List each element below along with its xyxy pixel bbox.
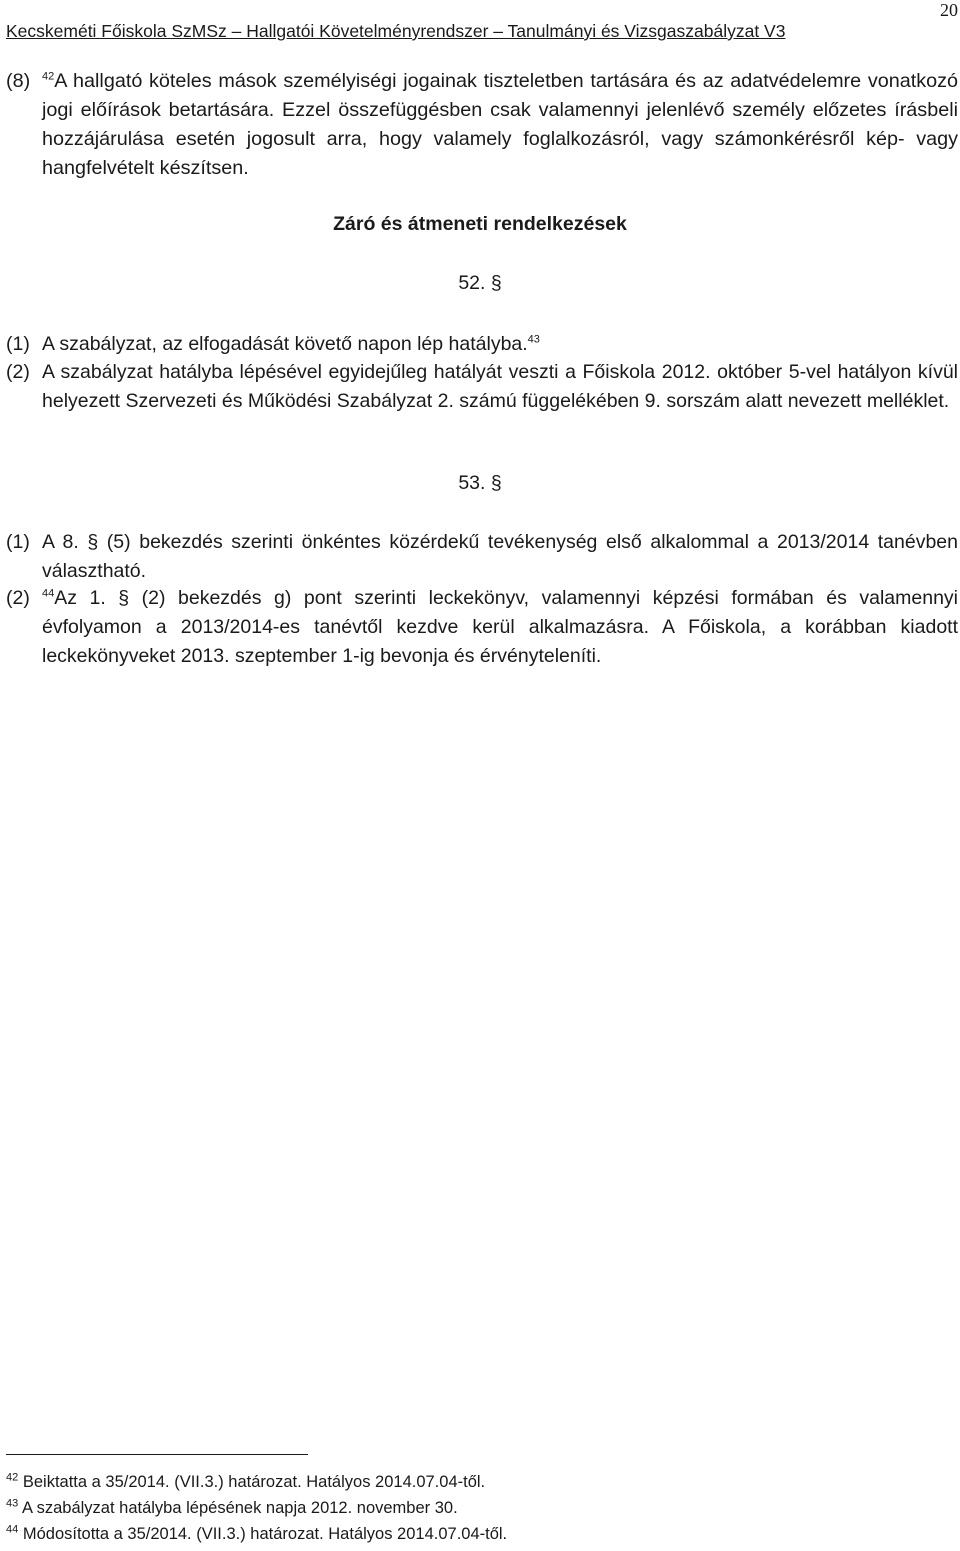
item-number: (2) xyxy=(6,361,30,383)
s52-item-1 xyxy=(6,330,958,359)
footnote-text: Beiktatta a 35/2014. (VII.3.) határozat. Hatályos 2014.07.04-től. xyxy=(22,1473,486,1491)
item-body xyxy=(6,584,958,671)
footnote-separator xyxy=(6,1454,308,1455)
paragraph-number: (8) xyxy=(6,70,31,92)
footnote-44 xyxy=(6,1524,507,1544)
section-53-title: 53. § xyxy=(458,472,502,494)
s53-item-2 xyxy=(6,584,958,671)
footnote-number: 44 xyxy=(6,1523,19,1536)
paragraph-body xyxy=(6,67,958,183)
footnote-43 xyxy=(6,1498,458,1518)
footnote-number: 42 xyxy=(6,1471,19,1484)
paragraph-text: A hallgató köteles mások személyiségi jogainak tiszteletben tartására és az adatvédelemre vonatkozó jogi előírások betartására. Ezzel összefüggésben csak valamennyi jelenlévő személy előzetes írásbeli hozzájárulása esetén jogosult arra, hogy valamely foglalkozásról, vagy számonkérésről kép- vagy hangfelvételt készítsen. xyxy=(42,70,958,179)
footnote-text: Módosította a 35/2014. (VII.3.) határozat. Hatályos 2014.07.04-től. xyxy=(22,1525,508,1543)
item-text: A szabályzat hatályba lépésével egyidejűleg hatályát veszti a Főiskola 2012. október 5-vel hatályon kívül helyezett Szervezeti és Működési Szabályzat 2. számú függelékében 9. sorszám alatt nevezett melléklet. xyxy=(42,361,958,412)
footnote-42 xyxy=(6,1472,485,1492)
item-body xyxy=(6,330,958,359)
section-heading: Záró és átmeneti rendelkezések xyxy=(333,213,627,235)
item-text: A 8. § (5) bekezdés szerinti önkéntes közérdekű tevékenység első alkalommal a 2013/2014 tanévben választható. xyxy=(42,531,958,582)
s53-item-1 xyxy=(6,528,958,586)
footnote-ref: 43 xyxy=(527,333,540,346)
item-text: Az 1. § (2) bekezdés g) pont szerinti leckekönyv, valamennyi képzési formában és valamennyi évfolyamon a 2013/2014-es tanévtől kezdve kerül alkalmazásra. A Főiskola, a korábban kiadott leckekönyveket 2013. szeptember 1-ig bevonja és érvényteleníti. xyxy=(42,587,958,667)
page-number: 20 xyxy=(940,0,958,20)
item-number: (1) xyxy=(6,531,30,553)
running-header: Kecskeméti Főiskola SzMSz – Hallgatói Követelményrendszer – Tanulmányi és Vizsgaszabályzat V3 xyxy=(6,21,786,41)
s52-item-2 xyxy=(6,358,958,416)
item-number: (1) xyxy=(6,333,30,355)
paragraph-8 xyxy=(6,67,958,183)
item-text: A szabályzat, az elfogadását követő napon lép hatályba. xyxy=(42,333,528,355)
footnote-number: 43 xyxy=(6,1497,19,1510)
item-number: (2) xyxy=(6,587,30,609)
footnote-ref: 42 xyxy=(42,70,55,83)
footnote-text: A szabályzat hatályba lépésének napja 2012. november 30. xyxy=(21,1499,458,1517)
section-52-title: 52. § xyxy=(458,272,502,294)
footnote-ref: 44 xyxy=(42,587,55,600)
